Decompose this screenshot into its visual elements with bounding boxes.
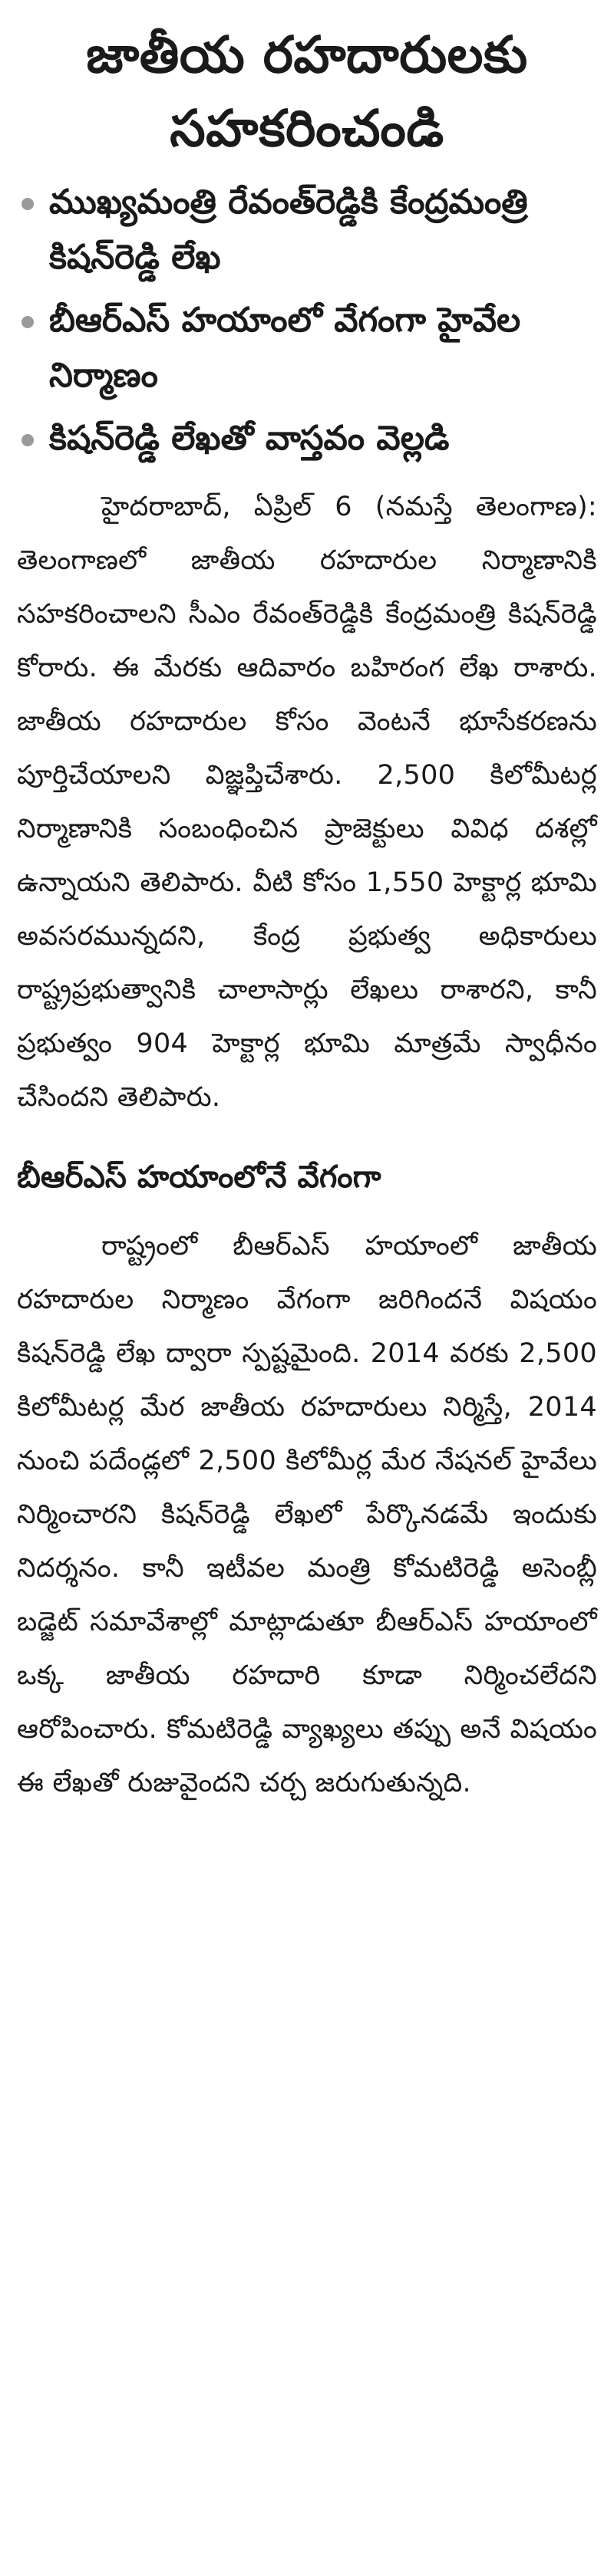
body-paragraph-2: రాష్ట్రంలో బీఆర్‌ఎస్ హయాంలో జాతీయ రహదారుల నిర్మాణం వేగంగా జరిగిందనే విషయం కిషన్‌రెడ్డి లేఖ ద్వారా స్పష్టమైంది. 2014 వరకు 2,500 కిలోమీటర్ల మేర జాతీయ రహదారులు నిర్మిస్తే, 2014 నుంచి పదేండ్లలో 2,500 కిలోమీర్ల మేర నేషనల్ హైవేలు నిర్మించారని కిషన్‌రెడ్డి లేఖలో పేర్కొనడమే ఇందుకు నిదర్శనం. కానీ ఇటీవల మంత్రి కోమటిరెడ్డి అసెంబ్లీ బడ్జెట్ సమావేశాల్లో మాట్లాడుతూ బీఆర్‌ఎస్ హయాంలో ఒక్క జాతీయ రహదారి కూడా నిర్మించలేదని ఆరోపించారు. కోమటిరెడ్డి వ్యాఖ్యలు తప్పు అనే విషయం ఈ లేఖతో రుజువైందని చర్చ జరుగుతున్నది. (17, 1231, 597, 1798)
article-headline: జాతీయ రహదారులకు సహకరించండి (86, 25, 528, 158)
summary-bullet-text: బీఆర్‌ఎస్ హయాంలో వేగంగా హైవేల నిర్మాణం (49, 301, 521, 395)
section-subheading: బీఆర్‌ఎస్ హయాంలోనే వేగంగా (17, 1160, 381, 1195)
summary-bullets (17, 175, 597, 466)
summary-bullet (17, 411, 597, 466)
bullet-dot-icon (21, 198, 34, 210)
summary-bullet-text: ముఖ్యమంత్రి రేవంత్‌రెడ్డికి కేంద్రమంత్రి కిషన్‌రెడ్డి లేఖ (49, 183, 528, 277)
summary-bullet-text: కిషన్‌రెడ్డి లేఖతో వాస్తవం వెల్లడి (49, 419, 450, 458)
bullet-dot-icon (21, 434, 34, 446)
summary-bullet (17, 175, 597, 285)
bullet-dot-icon (21, 316, 34, 328)
body-paragraph-1: హైదరాబాద్, ఏప్రిల్ 6 (నమస్తే తెలంగాణ): తెలంగాణలో జాతీయ రహదారుల నిర్మాణానికి సహకరించాలని సీఎం రేవంత్‌రెడ్డికి కేంద్రమంత్రి కిషన్‌రెడ్డి కోరారు. ఈ మేరకు ఆదివారం బహిరంగ లేఖ రాశారు. జాతీయ రహదారుల కోసం వెంటనే భూసేకరణను పూర్తిచేయాలని విజ్ఞప్తిచేశారు. 2,500 కిలోమీటర్ల నిర్మాణానికి సంబంధించిన ప్రాజెక్టులు వివిధ దశల్లో ఉన్నాయని తెలిపారు. వీటి కోసం 1,550 హెక్టార్ల భూమి అవసరమున్నదని, కేంద్ర ప్రభుత్వ అధికారులు రాష్ట్రప్రభుత్వానికి చాలాసార్లు లేఖలు రాశారని, కానీ ప్రభుత్వం 904 హెక్టార్ల భూమి మాత్రమే స్వాధీనం చేసిందని తెలిపారు. (17, 492, 597, 1113)
summary-bullet (17, 293, 597, 403)
